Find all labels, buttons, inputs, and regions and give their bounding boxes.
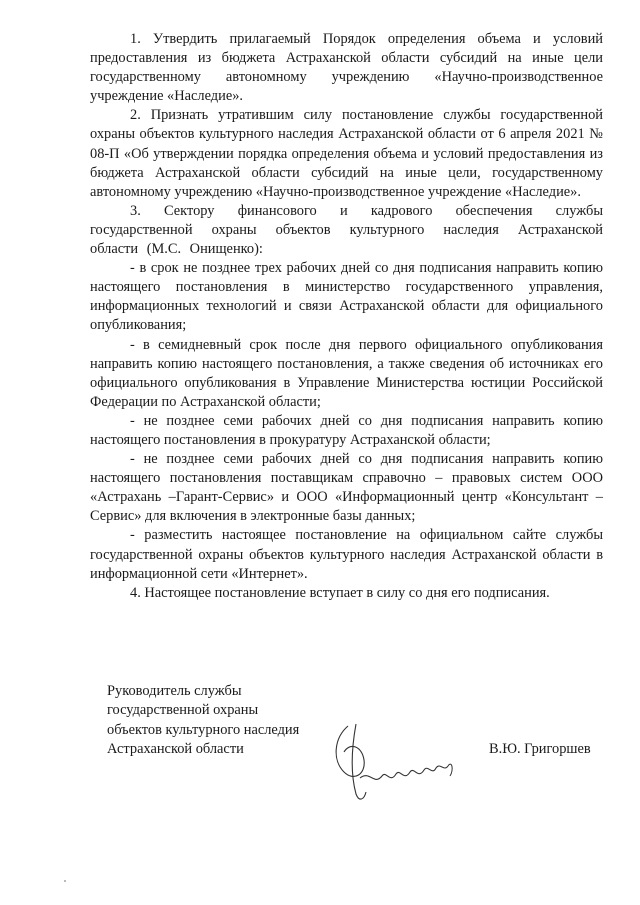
document-body [90, 30, 603, 603]
signer-position-line: объектов культурного наследия [107, 721, 300, 738]
signer-position [107, 682, 299, 760]
subitem-publication: - в срок не позднее трех рабочих дней со дня подписания направить копию настоящего постановления в министерство государственного управления, информационных технологий и связи Астраханской области для официального опубликования; [90, 260, 603, 334]
handwritten-signature [326, 716, 466, 806]
signer-name: В.Ю. Григоршев [489, 741, 591, 757]
signer-position-line: Астраханской области [107, 741, 244, 758]
signer-position-line: Руководитель службы [107, 683, 242, 699]
subitem-ministry-justice: - в семидневный срок после дня первого официального опубликования направить копию настоящего постановления, а также сведения об источниках его официального опубликования в Управление Министерства юстиции Российской Федерации по Астраханской области; [90, 336, 603, 410]
paragraph-4: 4. Настоящее постановление вступает в силу со дня его подписания. [130, 584, 550, 601]
scan-speck [64, 880, 66, 882]
subitem-prosecutor: - не позднее семи рабочих дней со дня подписания направить копию настоящего постановления в прокуратуру Астраханской области; [90, 412, 603, 448]
signer-position-line: государственной охраны [107, 702, 259, 719]
subitem-website: - разместить настоящее постановление на официальном сайте службы государственной охраны объектов культурного наследия Астраханской области в информационной сети «Интернет». [90, 527, 603, 582]
paragraph-2: 2. Признать утратившим силу постановление службы государственной охраны объектов культурного наследия Астраханской области от 6 апреля 2021 № 08-П «Об утверждении порядка определения объема и условий предоставления из бюджета Астраханской области субсидий на иные цели, государственному автономному учреждению «Научно-производственное учреждение «Наследие». [90, 107, 603, 200]
subitem-legal-systems: - не позднее семи рабочих дней со дня подписания направить копию настоящего постановления поставщикам справочно – правовых систем ООО «Астрахань –Гарант-Сервис» и ООО «Информационный центр «Консультант – Сервис» для включения в электронные базы данных; [90, 451, 603, 525]
paragraph-3: 3. Сектору финансового и кадрового обеспечения службы государственной охраны объектов культурного наследия Астраханской области (М.С. Онищенко): [90, 202, 603, 258]
paragraph-1: 1. Утвердить прилагаемый Порядок определения объема и условий предоставления из бюджета Астраханской области субсидий на иные цели государственному автономному учреждению «Научно-производственное учреждение «Наследие». [90, 31, 603, 105]
